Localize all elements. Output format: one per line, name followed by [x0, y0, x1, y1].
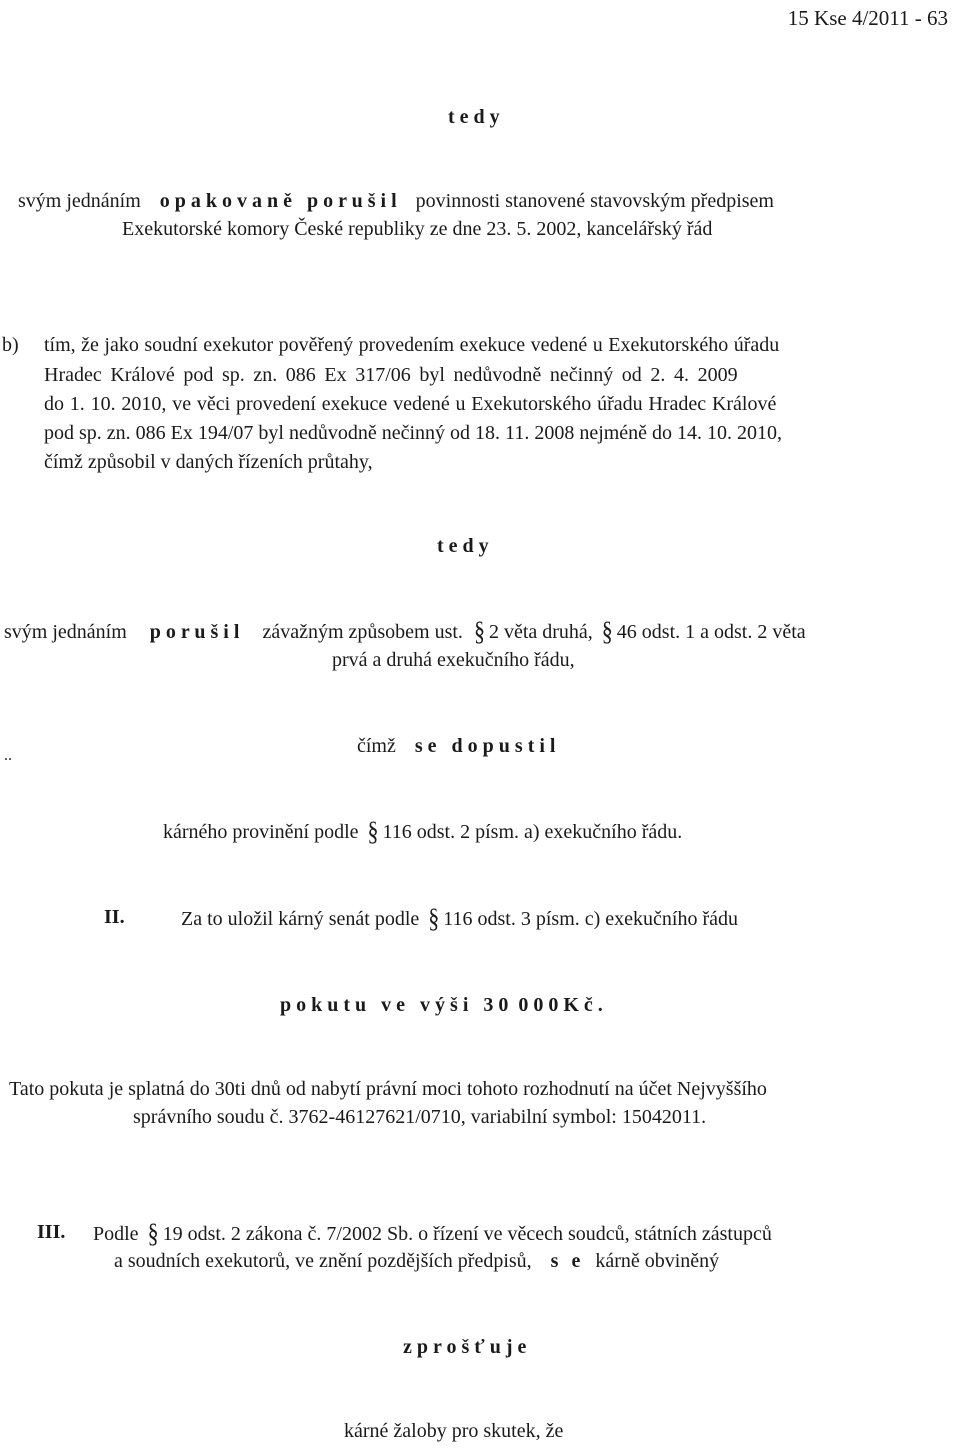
emphasis-text: s e	[550, 1250, 585, 1272]
case-number: 15 Kse 4/2011 - 63	[787, 6, 948, 30]
text-prefix: Podle	[93, 1223, 139, 1245]
text-suffix: povinnosti stanovené stavovským předpisem	[415, 190, 774, 212]
section1-line1	[18, 191, 942, 211]
emphasis-text: s e d o p u s t i l	[414, 735, 556, 757]
item-b-line-4: pod sp. zn. 086 Ex 194/07 byl nedůvodně nečinný od 18. 11. 2008 nejméně do 14. 10. 2010,	[44, 422, 783, 444]
text-suffix: 116 odst. 2 písm. a) exekučního řádu.	[382, 821, 683, 843]
tedy-heading-1: t e d y	[448, 106, 500, 128]
text-middle: závažným způsobem ust.	[262, 621, 463, 643]
tedy-heading-2: t e d y	[437, 535, 489, 557]
section3-line	[163, 814, 683, 846]
section-sign-icon: §	[473, 614, 485, 646]
item-marker-II: II.	[104, 906, 125, 928]
text-suffix: 19 odst. 2 zákona č. 7/2002 Sb. o řízení ve věcech soudců, státních zástupců	[162, 1223, 772, 1245]
item-marker-b: b)	[2, 334, 19, 356]
emphasis-text: o p a k o v a n ě p o r u š i l	[159, 190, 397, 212]
section-sign-icon: §	[428, 901, 440, 933]
item-marker-III: III.	[37, 1221, 66, 1243]
text-prefix: a soudních exekutorů, ve znění pozdějších předpisů,	[114, 1250, 532, 1272]
section-sign-icon: §	[147, 1216, 159, 1248]
payment-line-1: Tato pokuta je splatná do 30ti dnů od nabytí právní moci tohoto rozhodnutí na účet Nejvyššího	[9, 1078, 767, 1100]
section1-line2: Exekutorské komory České republiky ze dne 23. 5. 2002, kancelářský řád	[122, 218, 713, 240]
text-part-b: 46 odst. 1 a odst. 2 věta	[616, 621, 806, 643]
penalty-text: p o k u t u v e v ý š i 3 0 0 0 0 K č .	[280, 994, 603, 1016]
section-sign-icon: §	[601, 614, 613, 646]
text-prefix: Za to uložil kárný senát podle	[181, 908, 420, 930]
margin-dots: ..	[4, 747, 12, 764]
section-sign-icon: §	[367, 814, 379, 846]
item-b-line-5: čímž způsobil v daných řízeních průtahy,	[44, 451, 373, 473]
zprostuje-heading: z p r o š ť u j e	[403, 1336, 527, 1358]
item-II-line	[181, 901, 739, 933]
text-prefix: svým jednáním	[18, 190, 141, 212]
payment-line-2: správního soudu č. 3762-46127621/0710, variabilní symbol: 15042011.	[133, 1106, 707, 1128]
item-III-line-2	[114, 1251, 719, 1271]
item-b-line-3: do 1. 10. 2010, ve věci provedení exekuce vedené u Exekutorského úřadu Hradec Králové	[44, 393, 777, 415]
item-b-line-1: tím, že jako soudní exekutor pověřený provedením exekuce vedené u Exekutorského úřadu	[44, 334, 780, 356]
item-III-line-1	[93, 1216, 772, 1248]
cimz-text: čímž	[357, 735, 396, 757]
section2-line1	[4, 614, 806, 646]
text-part-a: 2 věta druhá,	[488, 621, 593, 643]
emphasis-text: p o r u š i l	[149, 621, 240, 643]
text-prefix: svým jednáním	[4, 621, 127, 643]
text-suffix: kárně obviněný	[595, 1250, 720, 1272]
item-b-line-2: Hradec Králové pod sp. zn. 086 Ex 317/06 byl nedůvodně nečinný od 2. 4. 2009	[44, 364, 738, 386]
text-suffix: 116 odst. 3 písm. c) exekučního řádu	[443, 908, 739, 930]
section2-line2: prvá a druhá exekučního řádu,	[332, 649, 575, 671]
item-III-last-line: kárné žaloby pro skutek, že	[344, 1420, 564, 1442]
section3-heading	[357, 736, 555, 756]
text-prefix: kárného provinění podle	[163, 821, 359, 843]
